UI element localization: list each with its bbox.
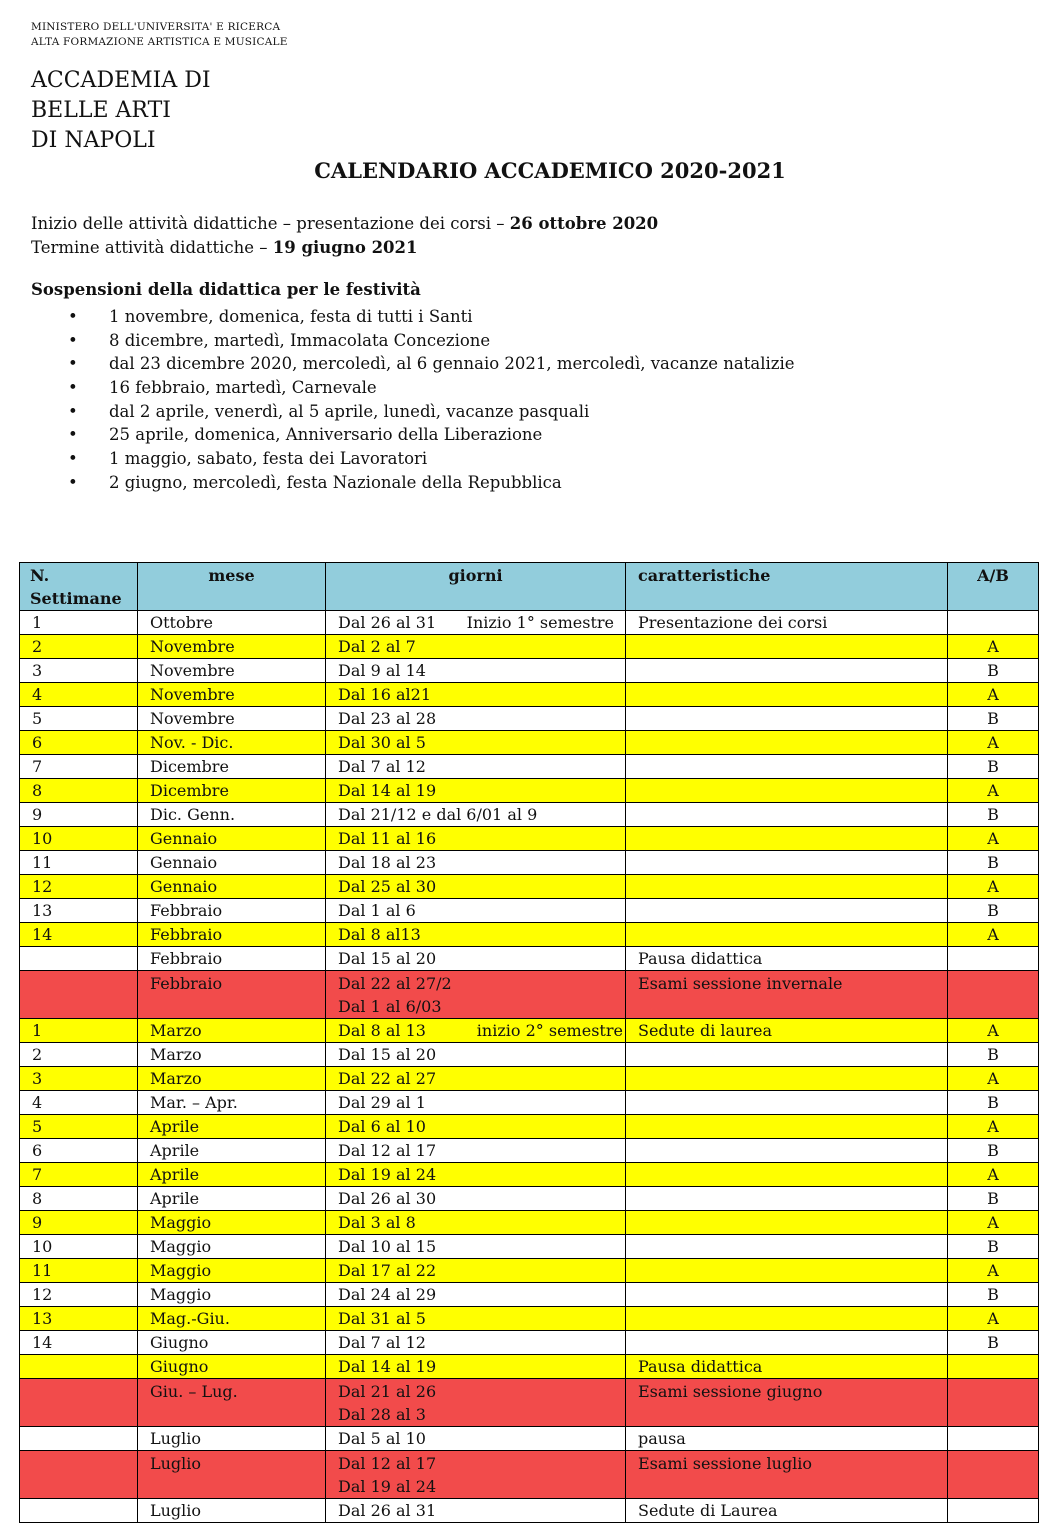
days-cell	[326, 779, 626, 803]
week-number-cell: 13	[20, 899, 138, 923]
bullet-icon: •	[68, 472, 78, 492]
end-date: 19 giugno 2021	[272, 238, 418, 257]
days-cell	[326, 1283, 626, 1307]
list-item	[31, 329, 795, 353]
days-cell	[326, 635, 626, 659]
header-week-number: N. Settimane	[20, 563, 138, 611]
days-line: Dal 9 al 14	[338, 661, 426, 680]
week-number-cell: 1	[20, 1019, 138, 1043]
ab-cell: A	[948, 1067, 1039, 1091]
features-cell	[626, 1043, 948, 1067]
days-cell	[326, 1163, 626, 1187]
week-number-cell	[20, 1451, 138, 1499]
week-number-cell: 7	[20, 1163, 138, 1187]
ministry-line-1: MINISTERO DELL'UNIVERSITA' E RICERCA	[31, 21, 281, 33]
week-number-cell: 12	[20, 875, 138, 899]
days-line: Dal 25 al 30	[338, 877, 437, 896]
days-line: Dal 28 al 3	[338, 1405, 426, 1424]
table-row	[20, 635, 1039, 659]
days-line: Dal 21 al 26	[338, 1382, 437, 1401]
table-row	[20, 707, 1039, 731]
features-cell	[626, 1331, 948, 1355]
features-cell: Esami sessione luglio	[626, 1451, 948, 1499]
features-cell	[626, 1235, 948, 1259]
month-cell: Novembre	[138, 707, 326, 731]
table-row	[20, 779, 1039, 803]
ab-cell: A	[948, 1307, 1039, 1331]
days-cell	[326, 1355, 626, 1379]
week-number-cell: 13	[20, 1307, 138, 1331]
bullet-icon: •	[68, 330, 78, 350]
week-number-cell	[20, 1427, 138, 1451]
academy-line-3: DI NAPOLI	[31, 128, 156, 153]
features-cell	[626, 1259, 948, 1283]
table-row	[20, 1115, 1039, 1139]
bullet-icon: •	[68, 354, 78, 374]
document-title: CALENDARIO ACCADEMICO 2020-2021	[314, 158, 786, 183]
table-row	[20, 731, 1039, 755]
week-number-cell: 2	[20, 635, 138, 659]
table-row	[20, 1259, 1039, 1283]
week-number-cell: 1	[20, 611, 138, 635]
features-cell	[626, 1307, 948, 1331]
ab-cell: B	[948, 1091, 1039, 1115]
month-cell: Luglio	[138, 1451, 326, 1499]
features-cell	[626, 851, 948, 875]
start-date: 26 ottobre 2020	[509, 214, 659, 233]
days-cell	[326, 947, 626, 971]
ab-cell: B	[948, 1235, 1039, 1259]
table-row	[20, 1139, 1039, 1163]
table-row	[20, 1331, 1039, 1355]
days-cell	[326, 1307, 626, 1331]
month-cell: Maggio	[138, 1235, 326, 1259]
table-row	[20, 971, 1039, 1019]
days-line: Dal 15 al 20	[338, 1045, 437, 1064]
days-line: Dal 11 al 16	[338, 829, 437, 848]
month-cell: Giu. – Lug.	[138, 1379, 326, 1427]
ab-cell: A	[948, 1211, 1039, 1235]
table-row	[20, 1427, 1039, 1451]
days-cell	[326, 1139, 626, 1163]
month-cell: Dicembre	[138, 755, 326, 779]
holiday-text: 8 dicembre, martedì, Immacolata Concezione	[109, 330, 491, 350]
academy-name	[31, 66, 211, 156]
days-cell	[326, 1427, 626, 1451]
days-line: Dal 7 al 12	[338, 1333, 426, 1352]
month-cell: Nov. - Dic.	[138, 731, 326, 755]
ab-cell: B	[948, 659, 1039, 683]
days-line: Dal 31 al 5	[338, 1309, 426, 1328]
table-row	[20, 875, 1039, 899]
days-line: Dal 26 al 31	[338, 1501, 437, 1520]
features-cell: Pausa didattica	[626, 1355, 948, 1379]
bullet-icon: •	[68, 307, 78, 326]
ab-cell	[948, 1499, 1039, 1523]
month-cell: Gennaio	[138, 875, 326, 899]
week-number-cell: 7	[20, 755, 138, 779]
ab-cell: A	[948, 827, 1039, 851]
features-cell	[626, 755, 948, 779]
table-row	[20, 1187, 1039, 1211]
holiday-text: 1 maggio, sabato, festa dei Lavoratori	[109, 449, 428, 469]
table-row	[20, 851, 1039, 875]
days-cell	[326, 875, 626, 899]
table-row	[20, 1043, 1039, 1067]
week-number-cell	[20, 1355, 138, 1379]
header-days: giorni	[326, 563, 626, 611]
week-number-cell: 4	[20, 683, 138, 707]
ab-cell: B	[948, 1043, 1039, 1067]
days-line: Dal 23 al 28	[338, 709, 437, 728]
table-row	[20, 1355, 1039, 1379]
start-text: Inizio delle attività didattiche – presentazione dei corsi –	[31, 214, 510, 233]
ab-cell: B	[948, 1331, 1039, 1355]
week-number-cell: 14	[20, 1331, 138, 1355]
table-row	[20, 1019, 1039, 1043]
days-cell	[326, 1067, 626, 1091]
end-text: Termine attività didattiche –	[31, 238, 273, 257]
days-cell	[326, 803, 626, 827]
week-number-cell: 8	[20, 779, 138, 803]
month-cell: Giugno	[138, 1331, 326, 1355]
header-ab: A/B	[948, 563, 1039, 611]
features-cell	[626, 923, 948, 947]
month-cell: Giugno	[138, 1355, 326, 1379]
days-cell	[326, 1259, 626, 1283]
days-line: Dal 24 al 29	[338, 1285, 437, 1304]
features-cell	[626, 899, 948, 923]
features-cell	[626, 659, 948, 683]
month-cell: Luglio	[138, 1427, 326, 1451]
week-number-cell: 10	[20, 1235, 138, 1259]
bullet-icon: •	[68, 378, 78, 398]
days-cell	[326, 1091, 626, 1115]
week-number-cell: 9	[20, 1211, 138, 1235]
list-item	[31, 352, 795, 376]
month-cell: Marzo	[138, 1019, 326, 1043]
holiday-text: dal 23 dicembre 2020, mercoledì, al 6 gennaio 2021, mercoledì, vacanze natalizie	[109, 354, 795, 374]
month-cell: Dicembre	[138, 779, 326, 803]
ab-cell	[948, 1379, 1039, 1427]
features-cell	[626, 827, 948, 851]
ab-cell	[948, 971, 1039, 1019]
days-line: Dal 17 al 22	[338, 1261, 437, 1280]
days-cell	[326, 731, 626, 755]
days-cell	[326, 1331, 626, 1355]
ab-cell	[948, 947, 1039, 971]
table-header-row	[20, 563, 1039, 611]
holiday-text: 16 febbraio, martedì, Carnevale	[109, 378, 377, 398]
ab-cell	[948, 611, 1039, 635]
month-cell: Luglio	[138, 1499, 326, 1523]
list-item	[31, 376, 795, 400]
days-cell	[326, 659, 626, 683]
days-cell	[326, 1043, 626, 1067]
month-cell: Febbraio	[138, 923, 326, 947]
days-cell	[326, 611, 626, 635]
table-row	[20, 1091, 1039, 1115]
week-number-cell	[20, 1499, 138, 1523]
days-line: Dal 19 al 24	[338, 1165, 437, 1184]
days-line: Dal 14 al 19	[338, 1357, 437, 1376]
holiday-list	[31, 305, 795, 495]
features-cell	[626, 1067, 948, 1091]
features-cell	[626, 683, 948, 707]
days-line: Dal 16 al21	[338, 685, 432, 704]
days-cell	[326, 1451, 626, 1499]
bullet-icon: •	[68, 425, 78, 445]
features-cell: Pausa didattica	[626, 947, 948, 971]
month-cell: Aprile	[138, 1163, 326, 1187]
features-cell: Esami sessione invernale	[626, 971, 948, 1019]
week-number-cell	[20, 971, 138, 1019]
ab-cell: A	[948, 635, 1039, 659]
table-row	[20, 1211, 1039, 1235]
table-row	[20, 1499, 1039, 1523]
features-cell	[626, 707, 948, 731]
week-number-cell: 5	[20, 707, 138, 731]
list-item	[31, 423, 795, 447]
table-row	[20, 1283, 1039, 1307]
features-cell	[626, 1163, 948, 1187]
start-line	[31, 212, 658, 236]
ab-cell: A	[948, 1115, 1039, 1139]
days-line: Dal 18 al 23	[338, 853, 437, 872]
ab-cell: A	[948, 1163, 1039, 1187]
month-cell: Mag.-Giu.	[138, 1307, 326, 1331]
week-number-cell: 6	[20, 1139, 138, 1163]
features-cell: Sedute di Laurea	[626, 1499, 948, 1523]
week-number-cell	[20, 947, 138, 971]
table-row	[20, 1067, 1039, 1091]
days-line: Dal 21/12 e dal 6/01 al 9	[338, 805, 538, 824]
week-number-cell: 2	[20, 1043, 138, 1067]
list-item	[31, 447, 795, 471]
month-cell: Maggio	[138, 1211, 326, 1235]
features-cell	[626, 803, 948, 827]
list-item	[31, 471, 795, 495]
days-cell	[326, 1187, 626, 1211]
month-cell: Novembre	[138, 635, 326, 659]
calendar-body	[20, 611, 1039, 1523]
days-line: Dal 10 al 15	[338, 1237, 437, 1256]
days-line: Dal 8 al13	[338, 925, 421, 944]
days-line: Dal 5 al 10	[338, 1429, 426, 1448]
days-cell	[326, 1235, 626, 1259]
days-line: Dal 3 al 8	[338, 1213, 416, 1232]
table-row	[20, 947, 1039, 971]
ab-cell: A	[948, 683, 1039, 707]
days-line: Dal 30 al 5	[338, 733, 426, 752]
days-cell	[326, 923, 626, 947]
table-row	[20, 803, 1039, 827]
week-number-cell	[20, 1379, 138, 1427]
month-cell: Maggio	[138, 1259, 326, 1283]
days-cell	[326, 1211, 626, 1235]
month-cell: Mar. – Apr.	[138, 1091, 326, 1115]
end-line	[31, 236, 658, 260]
days-cell	[326, 1379, 626, 1427]
features-cell: Presentazione dei corsi	[626, 611, 948, 635]
table-row	[20, 659, 1039, 683]
header-month: mese	[138, 563, 326, 611]
features-cell: pausa	[626, 1427, 948, 1451]
week-number-cell: 8	[20, 1187, 138, 1211]
week-number-cell: 4	[20, 1091, 138, 1115]
month-cell: Marzo	[138, 1043, 326, 1067]
days-line: Dal 22 al 27	[338, 1069, 437, 1088]
ab-cell	[948, 1355, 1039, 1379]
month-cell: Maggio	[138, 1283, 326, 1307]
table-row	[20, 1235, 1039, 1259]
week-number-cell: 14	[20, 923, 138, 947]
list-item	[31, 305, 795, 329]
days-line: Dal 19 al 24	[338, 1477, 437, 1496]
days-cell	[326, 755, 626, 779]
list-item	[31, 400, 795, 424]
month-cell: Febbraio	[138, 947, 326, 971]
features-cell: Esami sessione giugno	[626, 1379, 948, 1427]
week-number-cell: 11	[20, 851, 138, 875]
month-cell: Gennaio	[138, 851, 326, 875]
holiday-text: dal 2 aprile, venerdì, al 5 aprile, lunedì, vacanze pasquali	[109, 401, 590, 421]
month-cell: Aprile	[138, 1115, 326, 1139]
table-row	[20, 1379, 1039, 1427]
week-number-cell: 10	[20, 827, 138, 851]
features-cell	[626, 1115, 948, 1139]
ab-cell: A	[948, 1259, 1039, 1283]
days-cell	[326, 899, 626, 923]
holiday-text: 25 aprile, domenica, Anniversario della Liberazione	[109, 425, 543, 445]
ab-cell: B	[948, 1283, 1039, 1307]
ab-cell: A	[948, 875, 1039, 899]
days-cell	[326, 827, 626, 851]
days-line: Dal 2 al 7	[338, 637, 416, 656]
ab-cell: B	[948, 755, 1039, 779]
week-number-cell: 3	[20, 1067, 138, 1091]
days-line: Dal 22 al 27/2	[338, 974, 452, 993]
month-cell: Dic. Genn.	[138, 803, 326, 827]
table-row	[20, 827, 1039, 851]
ab-cell: A	[948, 923, 1039, 947]
header-features: caratteristiche	[626, 563, 948, 611]
table-row	[20, 899, 1039, 923]
features-cell	[626, 1091, 948, 1115]
days-cell	[326, 971, 626, 1019]
days-cell	[326, 1019, 626, 1043]
ministry-header	[31, 20, 288, 50]
days-cell	[326, 1115, 626, 1139]
features-cell	[626, 1283, 948, 1307]
month-cell: Ottobre	[138, 611, 326, 635]
week-number-cell: 5	[20, 1115, 138, 1139]
features-cell: Sedute di laurea	[626, 1019, 948, 1043]
academy-line-2: BELLE ARTI	[31, 98, 171, 123]
week-number-cell: 9	[20, 803, 138, 827]
days-line: Dal 12 al 17	[338, 1454, 437, 1473]
month-cell: Aprile	[138, 1139, 326, 1163]
table-row	[20, 755, 1039, 779]
days-cell	[326, 707, 626, 731]
table-row	[20, 611, 1039, 635]
bullet-icon: •	[68, 449, 78, 469]
calendar-table	[19, 562, 1039, 1523]
features-cell	[626, 731, 948, 755]
ab-cell: B	[948, 707, 1039, 731]
features-cell	[626, 1211, 948, 1235]
activity-dates	[31, 212, 658, 260]
days-line: Dal 12 al 17	[338, 1141, 437, 1160]
month-cell: Marzo	[138, 1067, 326, 1091]
ab-cell: B	[948, 899, 1039, 923]
table-row	[20, 1163, 1039, 1187]
features-cell	[626, 779, 948, 803]
features-cell	[626, 635, 948, 659]
features-cell	[626, 1139, 948, 1163]
holiday-text: 2 giugno, mercoledì, festa Nazionale della Repubblica	[109, 472, 562, 492]
days-cell	[326, 683, 626, 707]
holiday-text: 1 novembre, domenica, festa di tutti i Santi	[109, 307, 473, 326]
month-cell: Gennaio	[138, 827, 326, 851]
days-line: Dal 29 al 1	[338, 1093, 426, 1112]
ab-cell: A	[948, 1019, 1039, 1043]
features-cell	[626, 1187, 948, 1211]
month-cell: Febbraio	[138, 899, 326, 923]
month-cell: Aprile	[138, 1187, 326, 1211]
week-number-cell: 12	[20, 1283, 138, 1307]
days-line: Dal 15 al 20	[338, 949, 437, 968]
days-line: Dal 1 al 6/03	[338, 997, 442, 1016]
ab-cell: B	[948, 1187, 1039, 1211]
academy-line-1: ACCADEMIA DI	[31, 68, 211, 93]
days-line: Dal 1 al 6	[338, 901, 416, 920]
days-line: Dal 26 al 31 Inizio 1° semestre	[338, 613, 614, 632]
suspensions-heading: Sospensioni della didattica per le festività	[31, 280, 421, 299]
week-number-cell: 11	[20, 1259, 138, 1283]
ministry-line-2: ALTA FORMAZIONE ARTISTICA E MUSICALE	[31, 36, 288, 48]
days-line: Dal 7 al 12	[338, 757, 426, 776]
days-line: Dal 14 al 19	[338, 781, 437, 800]
ab-cell: A	[948, 731, 1039, 755]
ab-cell: B	[948, 1139, 1039, 1163]
ab-cell: B	[948, 803, 1039, 827]
bullet-icon: •	[68, 401, 78, 421]
month-cell: Novembre	[138, 659, 326, 683]
features-cell	[626, 875, 948, 899]
month-cell: Novembre	[138, 683, 326, 707]
days-line: Dal 8 al 13 inizio 2° semestre	[338, 1021, 623, 1040]
ab-cell	[948, 1427, 1039, 1451]
days-cell	[326, 1499, 626, 1523]
days-cell	[326, 851, 626, 875]
days-line: Dal 6 al 10	[338, 1117, 426, 1136]
ab-cell	[948, 1451, 1039, 1499]
ab-cell: A	[948, 779, 1039, 803]
table-row	[20, 1307, 1039, 1331]
month-cell: Febbraio	[138, 971, 326, 1019]
table-row	[20, 1451, 1039, 1499]
ab-cell: B	[948, 851, 1039, 875]
table-row	[20, 683, 1039, 707]
table-row	[20, 923, 1039, 947]
week-number-cell: 6	[20, 731, 138, 755]
days-line: Dal 26 al 30	[338, 1189, 437, 1208]
week-number-cell: 3	[20, 659, 138, 683]
